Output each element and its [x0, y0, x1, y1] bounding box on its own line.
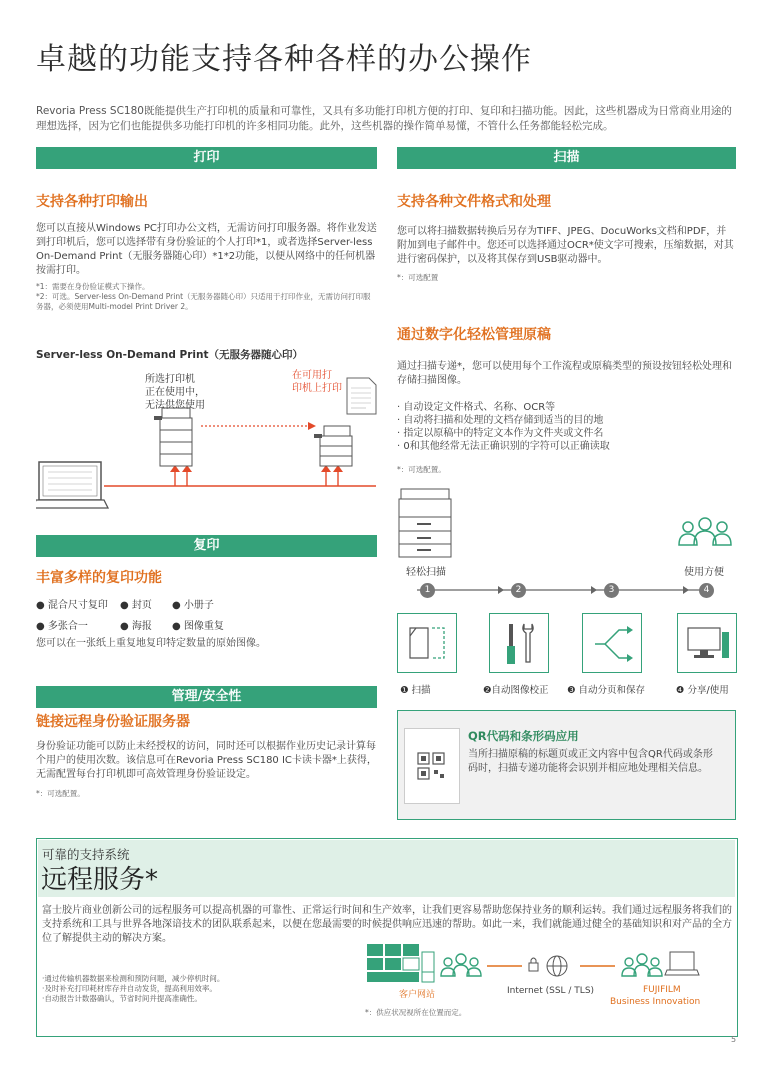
- scan-heading-2: 通过数字化轻松管理原稿: [397, 327, 551, 343]
- computer-icon: [678, 614, 736, 672]
- step-box-split: [582, 613, 642, 673]
- list-item: · 自动将扫描和处理的文档存储到适当的目的地: [397, 415, 604, 426]
- scan-heading: 支持各种文件格式和处理: [397, 194, 551, 210]
- step-label: ❷自动图像校正: [483, 685, 549, 696]
- tools-icon: [490, 614, 548, 672]
- brand-subname: Business Innovation: [610, 997, 701, 1007]
- admin-section-bar: 管理/安全性: [36, 686, 377, 708]
- step-label: ❸ 自动分页和保存: [567, 685, 646, 696]
- list-item: ·自动报告计数器确认，节省时间并提高准确性。: [42, 994, 202, 1003]
- qr-title: QR代码和条形码应用: [468, 729, 579, 743]
- step-number: 2: [511, 583, 526, 598]
- step-box-share: [677, 613, 737, 673]
- scan-note: *：可选配置: [397, 273, 439, 282]
- step-number: 4: [699, 583, 714, 598]
- copy-feature: ● 封页: [120, 600, 152, 611]
- qr-code-icon: [405, 729, 459, 803]
- print-section-bar: 打印: [36, 147, 377, 169]
- step-box-correction: [489, 613, 549, 673]
- scan-bullet-list: [397, 401, 736, 453]
- list-item: ·通过传输机器数据来检测和预防问题，减少停机时间。: [42, 974, 225, 983]
- copy-section-bar: 复印: [36, 535, 377, 557]
- remote-notes: [42, 974, 352, 1004]
- customer-users-icon: [441, 954, 481, 976]
- printer-icon-1: [154, 408, 192, 466]
- copy-feature: ● 海报: [120, 621, 152, 632]
- remote-subtitle: 可靠的支持系统: [42, 847, 130, 862]
- label-available-printer: 在可用打 印机上打印: [292, 370, 342, 394]
- remote-title: 远程服务*: [41, 865, 159, 895]
- print-heading: 支持各种打印输出: [36, 194, 148, 210]
- list-item: · 0和其他经常无法正确识别的字符可以正确读取: [397, 441, 610, 452]
- remote-body: 富士胶片商业创新公司的远程服务可以提高机器的可靠性、正常运行时间和生产效率，让我们更容易帮助您保持业务的顺利运转。我们通过远程服务将我们的支持系统和工具与世界各地深谙技术的团队联系起来，以便在您最需要的时候提供响应迅速的帮助。如此一来，我们就能通过健全的基础知识和对产品的全方位了解提供主动的解决方案。: [42, 905, 732, 944]
- step-timeline: [397, 580, 737, 600]
- support-team-icon: [622, 954, 662, 976]
- easy-use-label: 使用方便: [684, 567, 724, 578]
- page-title: 卓越的功能支持各种各样的办公操作: [36, 42, 532, 77]
- print-note-1: *1：需要在身份验证模式下操作。: [36, 282, 150, 291]
- list-item: ·及时补充打印耗材库存并自动发货，提高利用效率。: [42, 984, 217, 993]
- easy-scan-label: 轻松扫描: [406, 567, 446, 578]
- document-icon: [347, 378, 376, 414]
- step-box-scan: [397, 613, 457, 673]
- list-item: · 指定以原稿中的特定文本作为文件夹或文件名: [397, 428, 604, 439]
- intro-paragraph: Revoria Press SC180既能提供生产打印机的质量和可靠性，又具有多功能打印机方便的打印、复印和扫描功能。因此，这些机器成为日常商业用途的理想选择，因为它们也能提供多功能打印机的许多相同功能。此外，这些机器的操作简单易懂，不管什么任务都能轻松完成。: [36, 105, 732, 132]
- scan-section-bar: 扫描: [397, 147, 736, 169]
- step-label: ❹ 分享/使用: [676, 685, 729, 696]
- admin-note: *：可选配置。: [36, 789, 85, 798]
- ondemand-diagram-title: Server-less On-Demand Print（无服务器随心印）: [36, 349, 303, 361]
- label-selected-printer: 所选打印机 正在使用中， 无法供您使用: [145, 374, 205, 411]
- copy-feature: ● 图像重复: [172, 621, 224, 632]
- printer-icon-2: [314, 426, 352, 466]
- scan-note-2: *：可选配置。: [397, 465, 446, 474]
- remote-footnote: *：供应状况视所在位置而定。: [365, 1008, 467, 1017]
- laptop-icon: [665, 952, 699, 975]
- scan-body: 您可以将扫描数据转换后另存为TIFF、JPEG、DocuWorks文档和PDF，并附加到电子邮件中。您还可以选择通过OCR*使文字可搜索，压缩数据，对其进行密码保护，以及将其保存到USB驱动器中。: [397, 226, 734, 265]
- copy-feature: ● 多张合一: [36, 621, 88, 632]
- copy-feature: ● 小册子: [172, 600, 214, 611]
- copy-body: 您可以在一张纸上重复地复印特定数量的原始图像。: [36, 638, 266, 649]
- qr-body: 当所扫描原稿的标题页或正文内容中包含QR代码或条形码时，扫描专递功能将会识别并相应地处理相关信息。: [468, 749, 713, 774]
- brand-name: FUJIFILM: [643, 985, 681, 995]
- customer-site-label: 客户网站: [399, 990, 436, 1000]
- page-number: 5: [731, 1035, 737, 1044]
- step-number: 3: [604, 583, 619, 598]
- customer-site-icon: [367, 944, 434, 982]
- copy-feature: ● 混合尺寸复印: [36, 600, 108, 611]
- list-item: · 自动设定文件格式、名称、OCR等: [397, 402, 556, 413]
- scan-body-2: 通过扫描专递*，您可以使用每个工作流程或原稿类型的预设按钮轻松处理和存储扫描图像。: [397, 361, 732, 386]
- remote-service-diagram: [365, 942, 735, 986]
- copy-feature-grid: [36, 596, 252, 632]
- step-number: 1: [420, 583, 435, 598]
- admin-body: 身份验证功能可以防止未经授权的访问，同时还可以根据作业历史记录计算每个用户的使用次数。该信息可在Revoria Press SC180 IC卡读卡器*上获得，无需配置每台打印机即可高效管理身份验证设定。: [36, 741, 377, 780]
- scan-document-icon: [398, 614, 456, 672]
- copy-heading: 丰富多样的复印功能: [36, 570, 162, 586]
- lock-icon: [529, 958, 538, 971]
- print-note-2: *2：可选。Server-less On-Demand Print（无服务器随心印）只适用于打印作业，无需访问打印服务器，必须使用Multi-model Print Driver 2。: [36, 292, 371, 311]
- internet-label: Internet (SSL / TLS): [507, 986, 595, 996]
- split-arrows-icon: [583, 614, 641, 672]
- globe-icon: [547, 956, 567, 976]
- qr-card: [404, 728, 460, 804]
- users-icon: [676, 515, 734, 551]
- print-body: 您可以直接从Windows PC打印办公文档，无需访问打印服务器。将作业发送到打印机后，您可以选择带有身份验证的个人打印*1，或者选择Server-less On-Demand Print（无服务器随心印）*1*2功能，以便从网络中的任何机器按需打印。: [36, 223, 377, 276]
- step-label: ❶ 扫描: [400, 685, 431, 696]
- admin-heading: 链接远程身份验证服务器: [36, 714, 190, 730]
- scanner-icon: [397, 487, 457, 559]
- laptop-icon: [36, 462, 108, 508]
